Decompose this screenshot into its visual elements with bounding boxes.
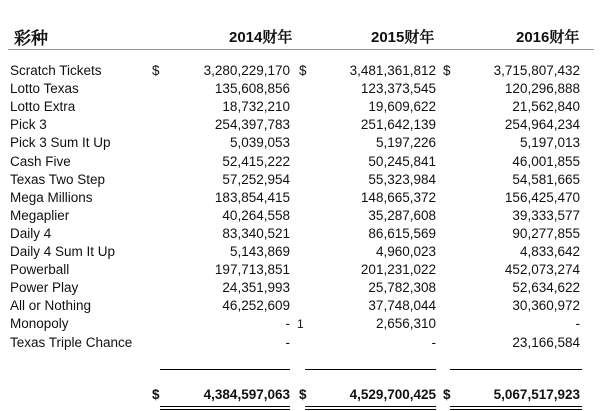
row-value-2015: 50,245,841: [368, 153, 436, 169]
row-value-2016: 90,277,855: [512, 225, 580, 241]
total-double-rule-3b: [450, 409, 582, 410]
total-2014: 4,384,597,063: [203, 387, 290, 402]
total-double-rule-3a: [450, 406, 582, 407]
row-value-2014: 183,854,415: [214, 189, 290, 205]
row-value-2014: 46,252,609: [222, 298, 290, 314]
row-value-2014: 254,397,783: [214, 117, 290, 133]
row-value-2016: 120,296,888: [504, 81, 580, 97]
row-value-2015: 201,231,022: [360, 262, 436, 278]
row-dollar-2015: $: [299, 63, 307, 78]
row-name: All or Nothing: [10, 298, 92, 314]
row-footnote: 1: [297, 317, 304, 332]
row-name: Power Play: [10, 280, 79, 296]
row-name: Pick 3 Sum It Up: [10, 135, 111, 151]
row-name: Texas Triple Chance: [10, 334, 133, 350]
row-value-2014: 5,143,869: [229, 244, 290, 259]
row-name: Megaplier: [10, 207, 70, 223]
row-name: Lotto Texas: [10, 81, 79, 97]
row-value-2014: 3,280,229,170: [203, 63, 290, 78]
row-name: Pick 3: [10, 117, 47, 133]
row-value-2016: 254,964,234: [504, 117, 580, 133]
row-name: Daily 4: [10, 225, 52, 241]
row-value-2015: -: [431, 334, 436, 350]
row-value-2015: 251,642,139: [360, 117, 436, 133]
table-row: [0, 207, 600, 225]
total-double-rule-2a: [305, 406, 436, 407]
table-row: [0, 261, 600, 279]
header-year-2016: 2016财年: [516, 29, 580, 46]
row-dollar-2014: $: [152, 63, 160, 78]
row-value-2015: 3,481,361,812: [349, 63, 436, 78]
row-name: Cash Five: [10, 153, 71, 169]
row-value-2014: 40,264,558: [222, 207, 290, 223]
row-value-2015: 55,323,984: [368, 171, 436, 187]
row-value-2016: 452,073,274: [504, 262, 580, 278]
table-row: [0, 116, 600, 134]
header-year-2015: 2015财年: [371, 29, 435, 46]
table-row: [0, 62, 600, 80]
row-value-2016: 3,715,807,432: [493, 63, 580, 78]
total-2016: 5,067,517,923: [493, 387, 580, 402]
row-value-2014: 197,713,851: [214, 262, 290, 278]
subtotal-rule-2: [305, 369, 436, 370]
row-value-2015: 37,748,044: [368, 298, 436, 314]
table-row: [0, 171, 600, 189]
row-value-2014: 57,252,954: [222, 171, 290, 187]
total-double-rule-1a: [160, 406, 290, 407]
total-double-rule-2b: [305, 409, 436, 410]
row-value-2016: 54,581,665: [512, 171, 580, 187]
row-value-2016: 39,333,577: [512, 207, 580, 223]
total-dollar-2016: $: [443, 387, 451, 402]
table-row: [0, 189, 600, 207]
row-value-2014: 5,039,053: [229, 135, 290, 151]
row-value-2014: -: [285, 316, 290, 332]
total-double-rule-1b: [160, 409, 290, 410]
table-row: [0, 243, 600, 261]
table-row: [0, 80, 600, 98]
row-value-2016: -: [575, 316, 580, 332]
table-row: [0, 134, 600, 152]
row-name: Powerball: [10, 262, 70, 278]
row-name: Lotto Extra: [10, 99, 76, 115]
table-row: [0, 279, 600, 297]
table-row: [0, 334, 600, 352]
row-value-2014: 52,415,222: [222, 153, 290, 169]
row-value-2015: 25,782,308: [368, 280, 436, 296]
total-2015: 4,529,700,425: [349, 387, 436, 402]
row-value-2016: 4,833,642: [519, 244, 580, 259]
row-name: Daily 4 Sum It Up: [10, 244, 116, 259]
header-year-2014: 2014财年: [229, 29, 293, 46]
row-value-2016: 21,562,840: [512, 99, 580, 115]
total-dollar-2014: $: [152, 387, 160, 402]
row-value-2014: 24,351,993: [222, 280, 290, 296]
row-value-2016: 46,001,855: [512, 153, 580, 169]
row-value-2016: 156,425,470: [504, 189, 580, 205]
row-value-2015: 5,197,226: [375, 135, 436, 151]
total-dollar-2015: $: [299, 387, 307, 402]
row-value-2016: 52,634,622: [512, 280, 580, 296]
row-value-2015: 123,373,545: [360, 81, 436, 97]
table-row: [0, 98, 600, 116]
subtotal-rule-3: [450, 369, 582, 370]
row-name: Scratch Tickets: [10, 63, 102, 78]
row-value-2014: 18,732,210: [222, 99, 290, 115]
row-value-2015: 19,609,622: [368, 99, 436, 115]
row-name: Texas Two Step: [10, 171, 106, 187]
table-row: [0, 225, 600, 243]
row-value-2015: 148,665,372: [360, 189, 436, 205]
table-row: [0, 153, 600, 171]
subtotal-rule-1: [160, 369, 290, 370]
total-row: [0, 386, 600, 404]
table-row: [0, 315, 600, 333]
row-value-2015: 86,615,569: [368, 225, 436, 241]
table-row: [0, 297, 600, 315]
row-value-2016: 30,360,972: [512, 298, 580, 314]
row-name: Monopoly: [10, 316, 69, 332]
row-name: Mega Millions: [10, 189, 93, 205]
row-dollar-2016: $: [443, 63, 451, 78]
row-value-2014: -: [285, 334, 290, 350]
header-rule: [8, 49, 594, 50]
row-value-2015: 35,287,608: [368, 207, 436, 223]
row-value-2015: 2,656,310: [375, 316, 436, 332]
row-value-2016: 5,197,013: [519, 135, 580, 151]
row-value-2016: 23,166,584: [512, 334, 580, 350]
row-value-2014: 135,608,856: [214, 81, 290, 97]
row-value-2015: 4,960,023: [375, 244, 436, 259]
row-value-2014: 83,340,521: [222, 225, 290, 241]
header-category: 彩种: [14, 29, 48, 49]
